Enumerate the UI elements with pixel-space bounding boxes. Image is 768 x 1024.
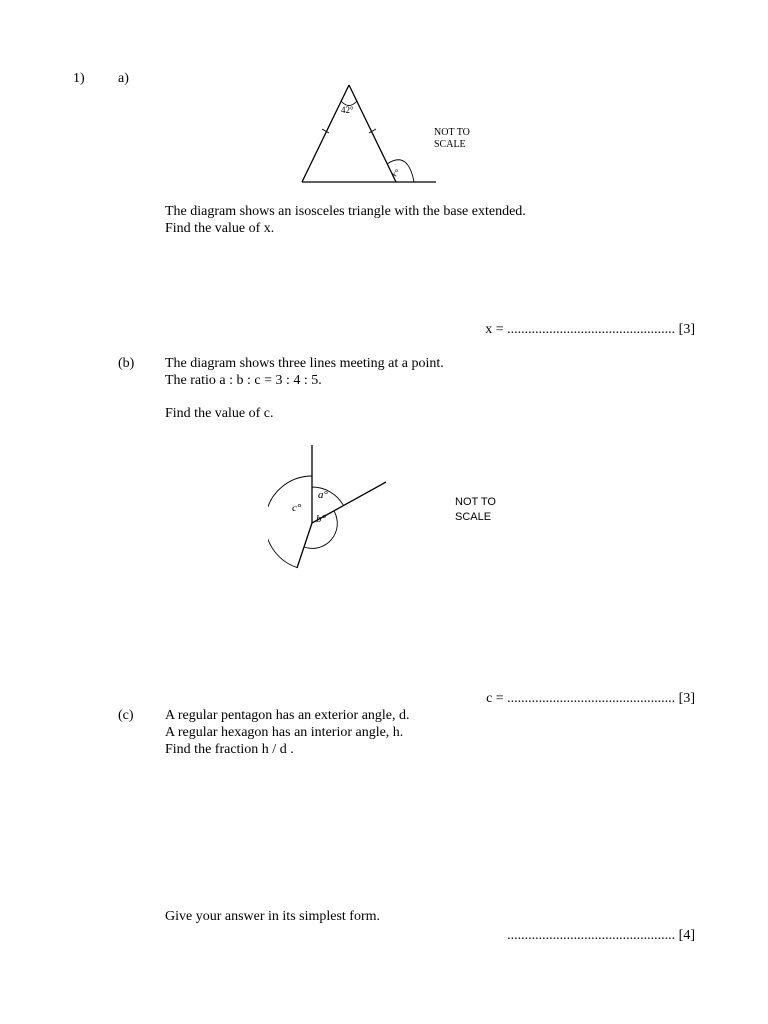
part-b-label: (b) (118, 356, 135, 371)
angle-c-label: c° (292, 502, 302, 514)
not-to-scale-note-a-line1: NOT TO (434, 127, 470, 138)
three-lines-diagram (268, 440, 398, 575)
part-a-text-line1: The diagram shows an isosceles triangle with the base extended. (165, 204, 526, 219)
part-a-label: a) (118, 71, 129, 86)
part-c-text-line1: A regular pentagon has an exterior angle, d. (165, 708, 410, 723)
angle-c-arc (268, 476, 312, 568)
part-c-label: (c) (118, 708, 134, 723)
part-b-text-line2: The ratio a : b : c = 3 : 4 : 5. (165, 373, 322, 388)
apex-angle-label: 42° (341, 105, 354, 115)
part-c-text-line2: A regular hexagon has an interior angle, h. (165, 725, 404, 740)
not-to-scale-note-b-line2: SCALE (455, 511, 492, 523)
angle-b-label: b° (316, 513, 326, 525)
exterior-angle-label: x° (389, 167, 402, 180)
answer-line-fraction: ................................................ [4] (507, 928, 695, 943)
line-to-bottom (297, 523, 312, 568)
answer-line-x: x = ................................................ [3] (485, 322, 695, 337)
part-a-text-line2: Find the value of x. (165, 221, 275, 236)
not-to-scale-note-a-line2: SCALE (434, 139, 466, 150)
part-c-text-line3: Find the fraction h / d . (165, 742, 294, 757)
part-b-text-line3: Find the value of c. (165, 406, 274, 421)
part-c-instruction: Give your answer in its simplest form. (165, 909, 381, 924)
question-number: 1) (73, 71, 85, 86)
angle-a-label: a° (318, 489, 328, 501)
triangle-right-side (349, 85, 396, 182)
answer-line-c: c = ................................................ [3] (486, 691, 695, 706)
not-to-scale-note-b-line1: NOT TO (455, 496, 496, 508)
part-b-text-line1: The diagram shows three lines meeting at a point. (165, 356, 444, 371)
isosceles-triangle-diagram (290, 80, 450, 190)
triangle-left-side (302, 85, 349, 182)
